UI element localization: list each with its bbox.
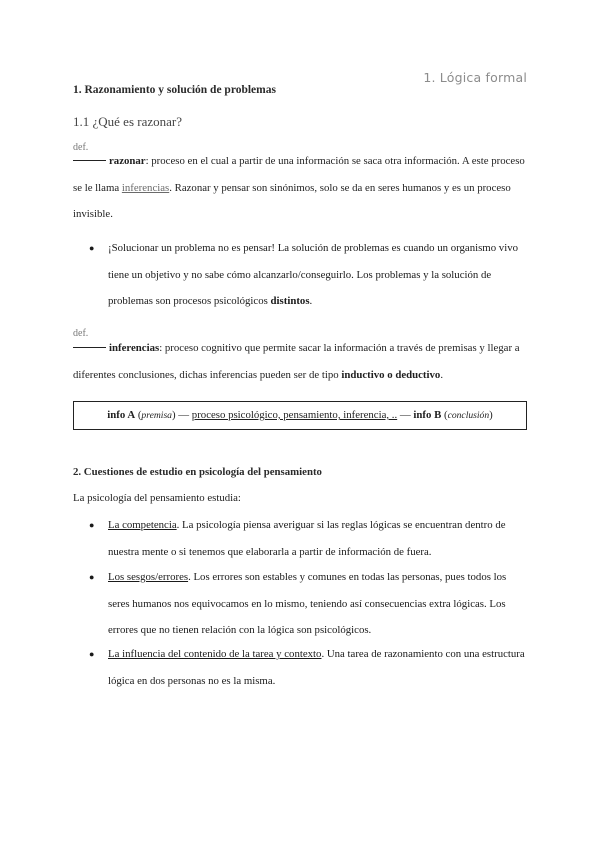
definition-razonar: razonar: proceso en el cual a partir de una información se saca otra información. A este proceso se le llama inferencias. Razonar y pensar son sinónimos, solo se da en seres humanos y es un proceso invisible. xyxy=(73,155,525,220)
bullet-icon: ● xyxy=(89,520,95,530)
inference-diagram-box: info A (premisa) — proceso psicológico, pensamiento, inferencia, .. — info B (conclusión) xyxy=(73,401,527,430)
definition-inferencias: inferencias: proceso cognitivo que permite sacar la información a través de premisas y llegar a diferentes conclusiones, dichas inferencias pueden ser de tipo inductivo o deductivo. xyxy=(73,342,520,381)
def-label: def. xyxy=(73,142,89,153)
def-label: def. xyxy=(73,328,89,339)
term-inferencias: inferencias xyxy=(109,342,160,354)
list-item: ● La influencia del contenido de la tarea y contexto. Una tarea de razonamiento con una estructura lógica en dos personas no es la misma. xyxy=(73,641,528,694)
bullet-icon: ● xyxy=(89,572,95,582)
topic-header: 1. Lógica formal xyxy=(423,70,527,85)
term-razonar: razonar xyxy=(109,155,146,167)
section1-subtitle: 1.1 ¿Qué es razonar? xyxy=(73,114,182,129)
bullet-icon: ● xyxy=(89,649,95,659)
section1-title: 1. Razonamiento y solución de problemas xyxy=(73,84,276,96)
list-item: ● Los sesgos/errores. Los errores son estables y comunes en todas las personas, pues todos los seres humanos nos equivocamos en lo mismo, teniendo así consecuencias extra lógicas. Los errores que no tienen relación con la lógica son psicológicos. xyxy=(73,564,528,644)
list-item: ● La competencia. La psicología piensa averiguar si las reglas lógicas se encuentran dentro de nuestra mente o si tenemos que elaborarla a partir de información de fuera. xyxy=(73,512,528,565)
definition-rule xyxy=(73,347,106,348)
section2-title: 2. Cuestiones de estudio en psicología del pensamiento xyxy=(73,466,322,478)
bullet-icon: ● xyxy=(89,243,95,253)
inferencias-link[interactable]: inferencias xyxy=(121,181,170,194)
definition-rule xyxy=(73,160,106,161)
list-item: ● ¡Solucionar un problema no es pensar! La solución de problemas es cuando un organismo vivo tiene un objetivo y no sabe cómo alcanzarlo/conseguirlo. Los problemas y la solución de problemas son procesos psicológicos distintos. xyxy=(73,235,528,315)
section2-lead: La psicología del pensamiento estudia: xyxy=(73,492,241,504)
